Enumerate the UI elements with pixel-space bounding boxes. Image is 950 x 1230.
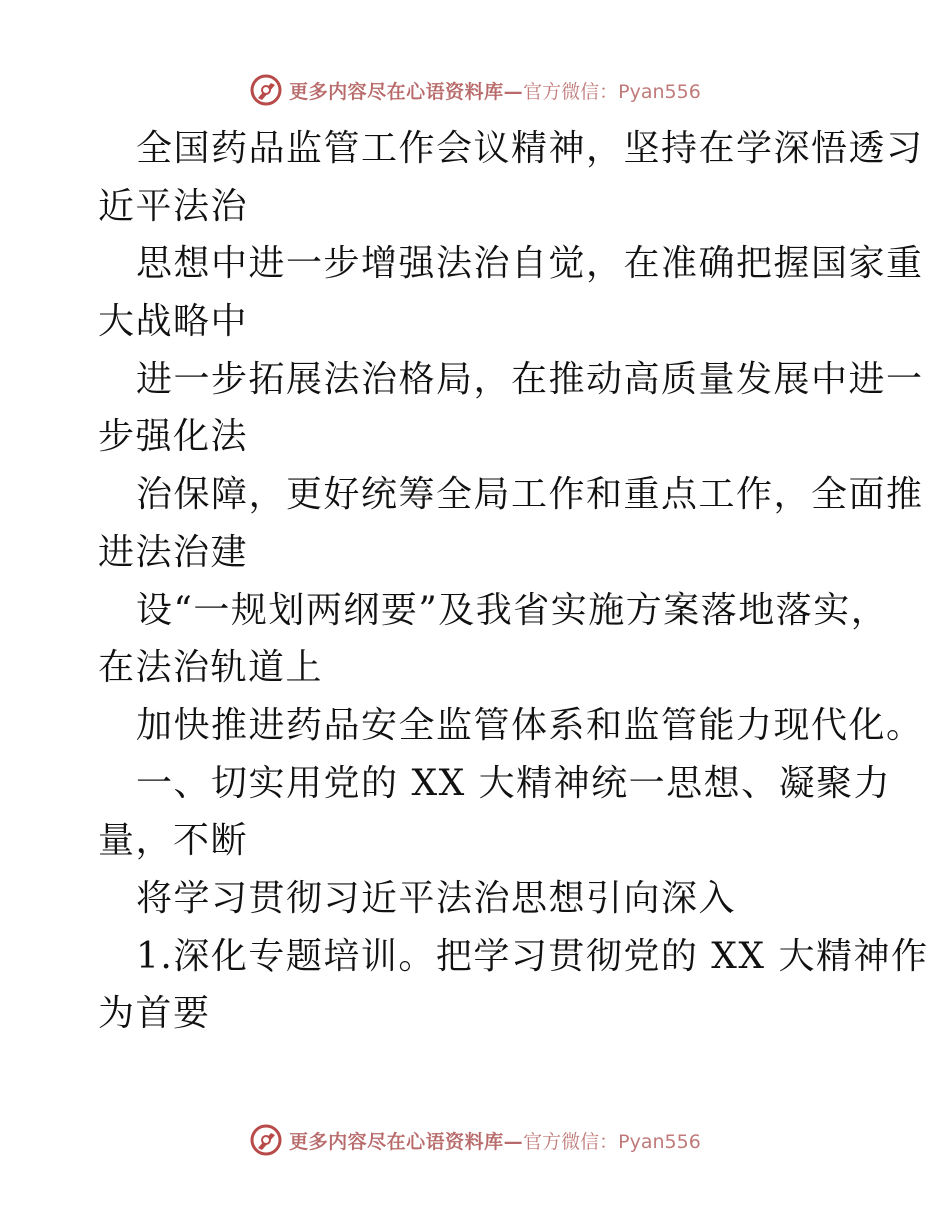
section-heading: 一、切实用党的 XX 大精神统一思想、凝聚力: [136, 762, 892, 804]
document-body: [98, 120, 929, 1043]
body-line: 将学习贯彻习近平法治思想引向深入: [136, 877, 737, 919]
body-line: 加快推进药品安全监管体系和监管能力现代化。: [136, 704, 924, 746]
body-line: 近平法治: [98, 185, 249, 227]
body-line: 进法治建: [98, 531, 249, 573]
quill-seal-logo-icon: [249, 1123, 283, 1157]
body-line: 思想中进一步增强法治自觉，在准确把握国家重: [136, 243, 924, 285]
footer-banner: [0, 1120, 950, 1160]
numbered-item: 1.深化专题培训。把学习贯彻党的 XX 大精神作: [136, 935, 929, 977]
banner-contact: 官方微信：Pyan556: [523, 80, 701, 103]
body-line: 为首要: [98, 993, 211, 1035]
banner-contact: 官方微信：Pyan556: [523, 1130, 701, 1153]
body-line: 在法治轨道上: [98, 647, 324, 689]
body-line: 进一步拓展法治格局，在推动高质量发展中进一: [136, 358, 924, 400]
body-line: 治保障，更好统筹全局工作和重点工作，全面推: [136, 474, 924, 516]
banner-text: 更多内容尽在心语资料库—: [289, 80, 524, 103]
body-line: 步强化法: [98, 416, 249, 458]
header-banner: [0, 70, 950, 110]
body-line: 设“一规划两纲要”及我省实施方案落地落实，: [136, 589, 889, 631]
banner-text: 更多内容尽在心语资料库—: [289, 1130, 524, 1153]
body-line: 大战略中: [98, 301, 249, 343]
quill-seal-logo-icon: [249, 73, 283, 107]
body-line: 全国药品监管工作会议精神，坚持在学深悟透习: [136, 128, 924, 169]
body-line: 量，不断: [98, 820, 249, 862]
